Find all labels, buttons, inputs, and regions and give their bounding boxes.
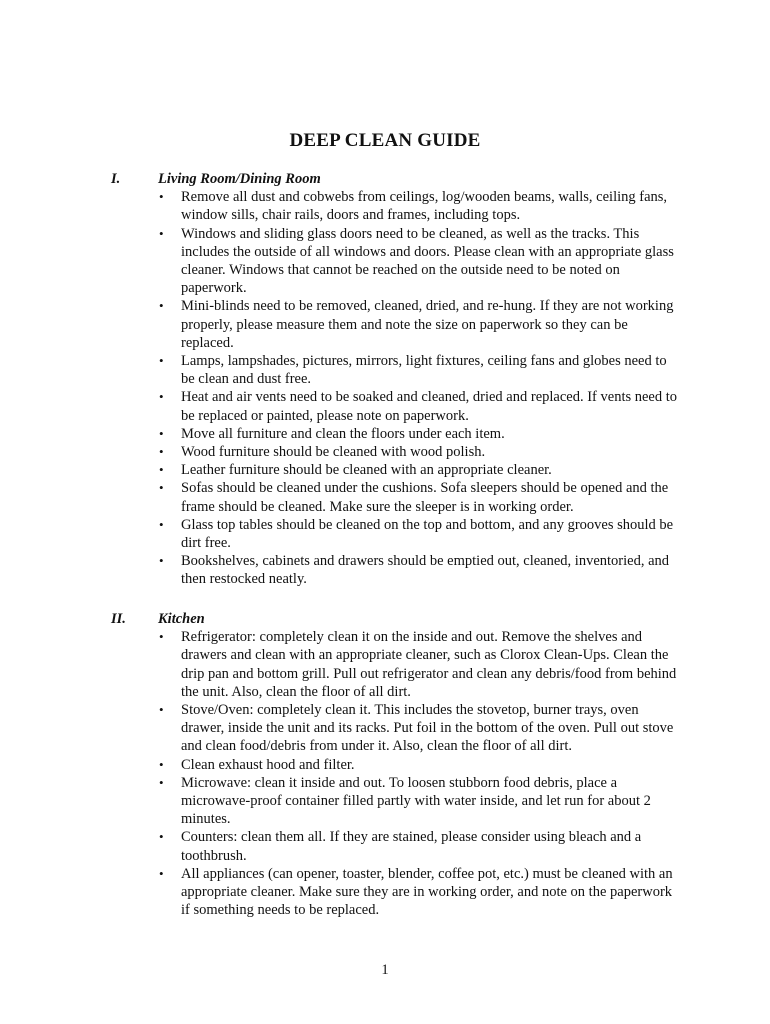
list-item-text: Lamps, lampshades, pictures, mirrors, light fixtures, ceiling fans and globes need to be clean and dust free. xyxy=(181,353,667,388)
bullet-icon: • xyxy=(159,225,164,241)
list-item-text: Windows and sliding glass doors need to be cleaned, as well as the tracks. This includes the outside of all windows and doors. Please clean with an appropriate glass cleaner. Windows that cannot be reached on the outside need to be noted on paperwork. xyxy=(181,225,674,297)
section-numeral: II. xyxy=(111,611,126,627)
list-item-text: Glass top tables should be cleaned on the top and bottom, and any grooves should be dirt free. xyxy=(181,516,674,552)
list-item xyxy=(0,552,681,588)
list-item-text: Leather furniture should be cleaned with an appropriate cleaner. xyxy=(181,462,552,479)
list-item-text: Wood furniture should be cleaned with wood polish. xyxy=(181,444,486,461)
bullet-list xyxy=(0,188,770,588)
bullet-icon: • xyxy=(159,480,164,496)
bullet-icon: • xyxy=(159,756,164,772)
bullet-icon: • xyxy=(159,702,164,717)
list-item xyxy=(0,388,681,424)
list-item xyxy=(0,188,681,224)
list-item xyxy=(0,774,681,829)
bullet-icon: • xyxy=(159,516,164,532)
bullet-icon: • xyxy=(159,553,164,569)
list-item xyxy=(0,297,681,352)
list-item-text: Clean exhaust hood and filter. xyxy=(181,756,355,773)
list-item xyxy=(0,516,681,552)
list-item xyxy=(0,828,681,864)
bullet-icon: • xyxy=(159,189,164,205)
section-heading: Living Room/Dining Room xyxy=(158,171,321,187)
list-item xyxy=(0,443,681,461)
list-item-text: Mini-blinds need to be removed, cleaned, dried, and re-hung. If they are not working properly, please measure them and note the size on paperwork so they can be replaced. xyxy=(181,298,674,351)
list-item-text: All appliances (can opener, toaster, blender, coffee pot, etc.) must be cleaned with an appropriate cleaner. Make sure they are in working order, and note on the paperwork if something needs to be replaced. xyxy=(181,865,673,919)
bullet-icon: • xyxy=(159,629,164,645)
bullet-icon: • xyxy=(159,774,164,790)
list-item xyxy=(0,628,681,701)
list-item xyxy=(0,352,681,388)
list-item xyxy=(0,425,681,443)
list-item-text: Move all furniture and clean the floors under each item. xyxy=(181,425,505,442)
list-item xyxy=(0,756,681,774)
page-number: 1 xyxy=(381,962,389,978)
bullet-icon: • xyxy=(159,444,164,460)
list-item-text: Remove all dust and cobwebs from ceilings, log/wooden beams, walls, ceiling fans, window sills, chair rails, doors and frames, including tops. xyxy=(181,189,668,224)
list-item xyxy=(0,479,681,515)
bullet-icon: • xyxy=(159,462,164,478)
list-item-text: Bookshelves, cabinets and drawers should be emptied out, cleaned, inventoried, and then restocked neatly. xyxy=(181,553,670,588)
list-item xyxy=(0,701,681,756)
list-item xyxy=(0,461,681,479)
bullet-icon: • xyxy=(159,865,164,881)
bullet-icon: • xyxy=(159,425,164,441)
list-item-text: Heat and air vents need to be soaked and cleaned, dried and replaced. If vents need to be replaced or painted, please note on paperwork. xyxy=(181,389,678,424)
bullet-list xyxy=(0,628,770,919)
list-item-text: Microwave: clean it inside and out. To loosen stubborn food debris, place a microwave-proof container filled partly with water inside, and let run for about 2 minutes. xyxy=(181,774,651,828)
list-item xyxy=(0,865,681,920)
list-item-text: Counters: clean them all. If they are stained, please consider using bleach and a toothbrush. xyxy=(181,829,642,864)
bullet-icon: • xyxy=(159,298,164,314)
list-item-text: Refrigerator: completely clean it on the inside and out. Remove the shelves and drawers and clean with an appropriate cleaner, such as Clorox Clean-Ups. Clean the drip pan and bottom grill. Pull out refrigerator and clean any debris/food from behind the unit. Also, clean the floor of all dirt. xyxy=(181,629,677,700)
bullet-icon: • xyxy=(159,829,164,845)
bullet-icon: • xyxy=(159,389,164,405)
list-item-text: Sofas should be cleaned under the cushions. Sofa sleepers should be opened and the frame should be cleaned. Make sure the sleeper is in working order. xyxy=(181,480,669,515)
document-title: DEEP CLEAN GUIDE xyxy=(289,130,481,151)
list-item-text: Stove/Oven: completely clean it. This includes the stovetop, burner trays, oven drawer, inside the unit and its racks. Put foil in the bottom of the oven. Pull out stove and clean food/debris from under it. Also, clean the floor of all dirt. xyxy=(181,702,674,755)
section-numeral: I. xyxy=(111,171,121,187)
list-item xyxy=(0,225,681,298)
bullet-icon: • xyxy=(159,353,164,369)
section-heading: Kitchen xyxy=(158,611,205,627)
